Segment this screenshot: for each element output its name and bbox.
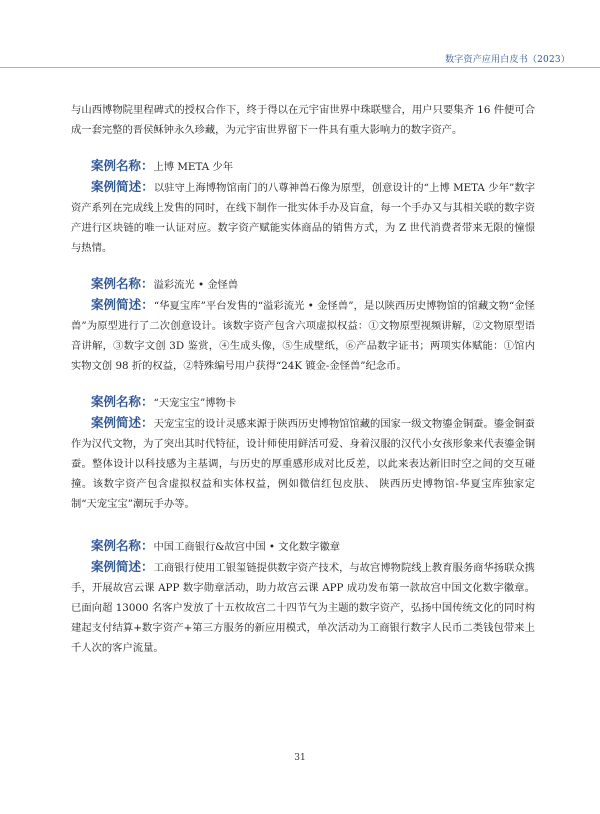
case-summary: 天宠宝宝的设计灵感来源于陕西历史博物馆馆藏的国家一级文物鎏金铜蚕。鎏金铜蚕作为汉代文物，为了突出其时代特征，设计师使用鲜活可爱、身着汉服的汉代小女孩形象来代表鎏金铜蚕。整体设计以科技感为主基调，与历史的厚重感形成对比反差，以此来表达新旧时空之间的交互碰撞。该数字资产包含虚拟权益和实体权益，例如微信红包皮肤、 陕西历史博物馆-华夏宝库独家定制“天宠宝宝”潮玩手办等。 (71, 418, 535, 510)
case-summary: “华夏宝库”平台发售的“溢彩流光 • 金怪兽”，是以陕西历史博物馆的馆藏文物“金怪兽”为原型进行了二次创意设计。该数字资产包含六项虚拟权益：①文物原型视频讲解，②文物原型语音讲解，③数字文创 3D 鉴赏，④生成头像，⑤生成壁纸，⑥产品数字证书；两项实体赋能：①馆内实物文创 98 折的权益，②特殊编号用户获得“24K 镀金-金怪兽”纪念币。 (71, 300, 535, 372)
case-block-3 (71, 392, 535, 514)
header-title: 数字资产应用白皮书（2023） (445, 55, 570, 65)
case-summary-line (71, 295, 535, 376)
case-name-line (71, 536, 535, 557)
case-name-line (71, 156, 535, 177)
case-summary-line (71, 177, 535, 258)
header-rule (0, 67, 600, 68)
case-block-4 (71, 536, 535, 658)
case-summary: 以驻守上海博物馆南门的八尊神兽石像为原型，创意设计的“上博 META 少年”数字资产系列在完成线上发售的同时，在线下制作一批实体手办及盲盒，每一个手办又与其相关联的数字资产进行区块链的唯一认证对应。数字资产赋能实体商品的销售方式，为 Z 世代消费者带来无限的憧憬与热情。 (71, 182, 535, 254)
case-block-2 (71, 274, 535, 376)
page-number: 31 (294, 753, 306, 763)
page-content (71, 100, 535, 658)
case-name: 上博 META 少年 (153, 161, 234, 173)
case-summary: 工商银行使用工银玺链提供数字资产技术，与故宫博物院线上教育服务商华扬联众携手，开展故宫云课 APP 数字勋章活动，助力故宫云课 APP 成功发布第一款故宫中国文化数字徽章。已面向超 13000 名客户发放了十五枚故宫二十四节气为主题的数字资产，弘扬中国传统文化的同时构建起支付结算+数字资产+第三方服务的新应用模式，单次活动为工商银行数字人民币二类钱包带来上千人次的客户流量。 (71, 562, 535, 654)
case-name: “天宠宝宝”博物卡 (153, 397, 237, 409)
case-name: 中国工商银行&故宫中国 • 文化数字徽章 (153, 541, 341, 553)
case-summary-line (71, 557, 535, 658)
case-summary-label: 案例简述： (91, 297, 154, 312)
case-block-1 (71, 156, 535, 258)
case-name-label: 案例名称： (91, 276, 154, 291)
case-name: 溢彩流光 • 金怪兽 (153, 279, 239, 291)
case-summary-line (71, 413, 535, 514)
case-name-label: 案例名称： (91, 394, 154, 409)
case-summary-label: 案例简述： (91, 559, 154, 574)
case-summary-label: 案例简述： (91, 415, 154, 430)
case-summary-label: 案例简述： (91, 179, 154, 194)
case-name-label: 案例名称： (91, 538, 154, 553)
case-name-line (71, 392, 535, 413)
case-name-label: 案例名称： (91, 158, 154, 173)
case-name-line (71, 274, 535, 295)
intro-paragraph: 与山西博物院里程碑式的授权合作下，终于得以在元宇宙世界中珠联璧合，用户只要集齐 16 件便可合成一套完整的晋侯稣钟永久珍藏，为元宇宙世界留下一件具有重大影响力的数字资产。 (71, 104, 535, 136)
